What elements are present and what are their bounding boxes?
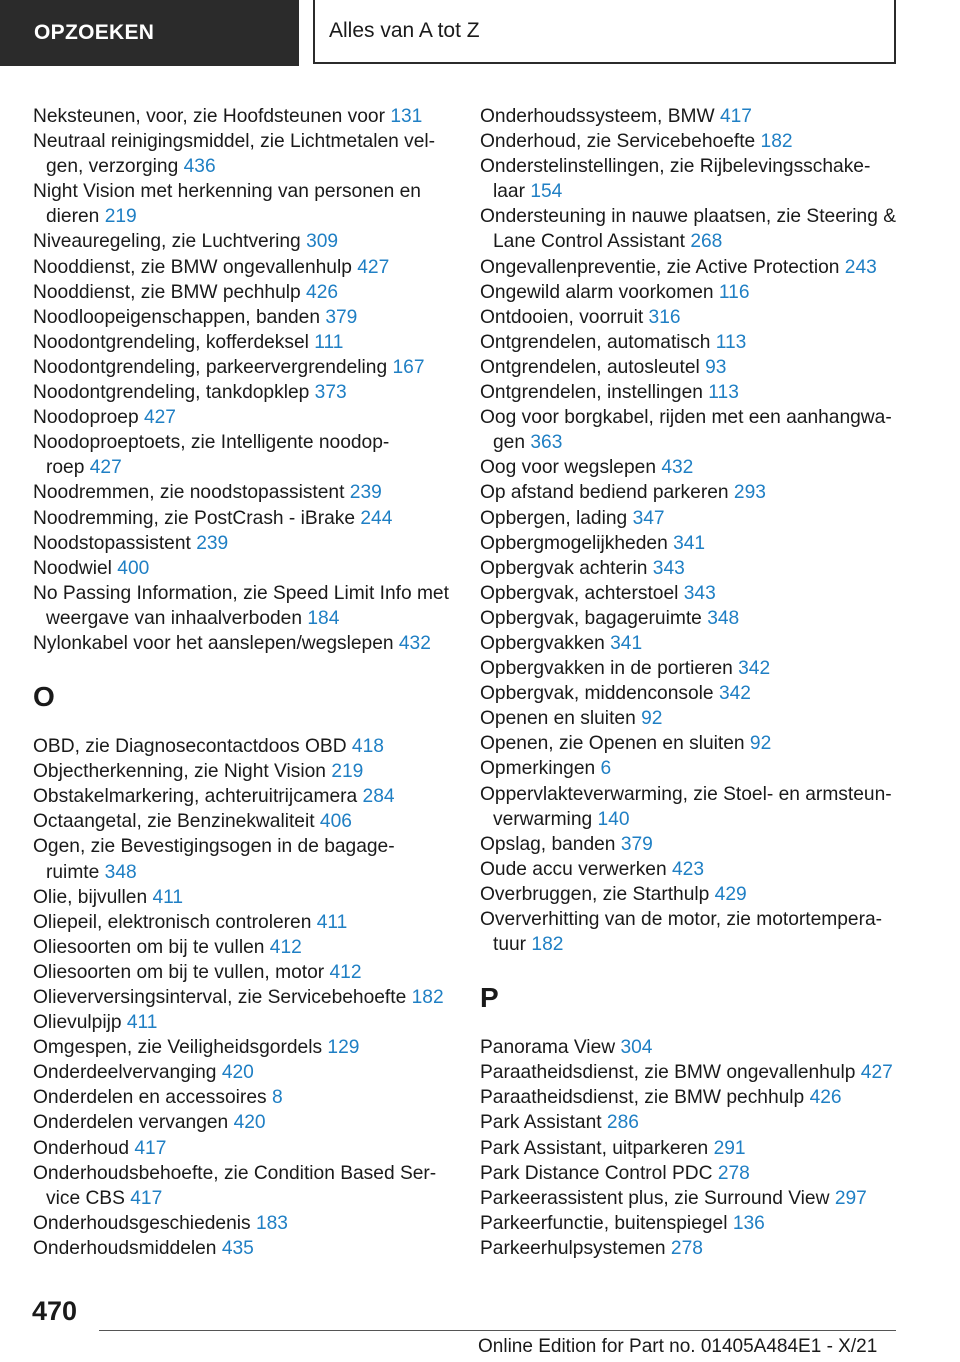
page-reference-link[interactable]: 363 <box>530 432 563 454</box>
index-entry-term: Octaangetal, zie Benzinekwaliteit <box>33 811 315 833</box>
index-entry-term: Opbergvak achterin <box>480 557 648 579</box>
index-entry <box>480 706 900 731</box>
index-entry <box>480 1060 900 1085</box>
index-entry-term: Openen en sluiten <box>480 708 636 730</box>
index-entry-term: Obstakelmarkering, achteruitrijcamera <box>33 786 358 808</box>
letter-heading: P <box>480 982 499 1014</box>
index-entry-term: Park Assistant <box>480 1112 602 1134</box>
page-reference-link[interactable]: 93 <box>705 356 727 378</box>
page-reference-link[interactable]: 435 <box>221 1237 254 1259</box>
page-reference-link[interactable]: 341 <box>673 532 706 554</box>
index-entry <box>33 935 473 960</box>
page-reference-link[interactable]: 182 <box>760 131 793 153</box>
index-entry-term: OBD, zie Diagnosecontactdoos OBD <box>33 736 347 758</box>
index-entry <box>33 430 473 480</box>
index-entry-term: No Passing Information, zie Speed Limit Info met weergave van inhaalverboden <box>33 582 449 629</box>
index-column-right <box>480 104 900 1261</box>
index-entry <box>480 857 900 882</box>
page-reference-link[interactable]: 8 <box>271 1087 283 1109</box>
index-entry <box>480 355 900 380</box>
index-entry-term: Noodremmen, zie noodstopassistent <box>33 482 345 504</box>
page-reference-link[interactable]: 432 <box>398 632 431 654</box>
page-reference-link[interactable]: 182 <box>531 934 564 956</box>
page-reference-link[interactable]: 219 <box>331 761 364 783</box>
page-reference-link[interactable]: 167 <box>392 356 425 378</box>
index-entry-term: Oppervlakteverwarming, zie Stoel- en armsteun‐ verwarming <box>480 783 892 830</box>
index-entry <box>33 734 473 759</box>
page-reference-link[interactable]: 239 <box>349 482 382 504</box>
page-reference-link[interactable]: 116 <box>718 281 750 303</box>
index-entry-term: Parkeerhulpsystemen <box>480 1237 666 1259</box>
index-entry <box>33 255 473 280</box>
index-entry-term: Opbergvakken <box>480 632 605 654</box>
page-reference-link[interactable]: 420 <box>221 1062 254 1084</box>
page-reference-link[interactable]: 316 <box>648 306 681 328</box>
index-entry <box>33 129 473 179</box>
index-entry-term: Oog voor wegslepen <box>480 457 656 479</box>
index-entry <box>480 280 900 305</box>
index-entry-term: Opbergmogelijkheden <box>480 532 668 554</box>
index-entry-term: Onderhoud <box>33 1137 130 1159</box>
index-entry <box>480 681 900 706</box>
index-entry-term: Oververhitting van de motor, zie motortempera‐ tuur <box>480 909 883 956</box>
index-entry <box>33 1211 473 1236</box>
index-entry <box>33 229 473 254</box>
index-entry <box>33 531 473 556</box>
index-entry <box>33 834 473 884</box>
page-reference-link[interactable]: 417 <box>130 1187 163 1209</box>
page-reference-link[interactable]: 426 <box>306 281 339 303</box>
page-reference-link[interactable]: 140 <box>597 808 630 830</box>
index-entry-term: Noodontgrendeling, parkeervergrendeling <box>33 356 388 378</box>
index-entry <box>33 104 473 129</box>
page-reference-link[interactable]: 297 <box>834 1187 867 1209</box>
index-entry-term: Paraatheidsdienst, zie BMW ongevallenhulp <box>480 1062 856 1084</box>
page-reference-link[interactable]: 92 <box>641 708 663 730</box>
index-entry-term: Onderdelen vervangen <box>33 1112 229 1134</box>
page-reference-link[interactable]: 400 <box>117 557 150 579</box>
index-entry <box>33 1085 473 1110</box>
page-reference-link[interactable]: 111 <box>314 331 344 353</box>
index-entry-term: Onderhoudsgeschiedenis <box>33 1212 251 1234</box>
index-entry <box>33 1236 473 1261</box>
page-reference-link[interactable]: 427 <box>89 457 122 479</box>
page-reference-link[interactable]: 183 <box>255 1212 288 1234</box>
page-reference-link[interactable]: 412 <box>329 961 362 983</box>
page-reference-link[interactable]: 278 <box>717 1162 750 1184</box>
index-entry <box>33 380 473 405</box>
page-reference-link[interactable]: 278 <box>670 1237 703 1259</box>
page-reference-link[interactable]: 243 <box>844 256 877 278</box>
index-entry-term: Parkeerassistent plus, zie Surround View <box>480 1187 830 1209</box>
page-reference-link[interactable]: 154 <box>530 181 563 203</box>
index-entry-term: Neutraal reinigingsmiddel, zie Lichtmetalen vel‐ gen, verzorging <box>33 131 436 178</box>
index-entry-term: Opmerkingen <box>480 758 596 780</box>
index-entry <box>33 985 473 1010</box>
page-reference-link[interactable]: 286 <box>606 1112 639 1134</box>
page-header <box>0 0 960 66</box>
page-reference-link[interactable]: 411 <box>126 1012 158 1034</box>
index-entry-term: Onderdelen en accessoires <box>33 1087 267 1109</box>
index-entry-term: Oog voor borgkabel, rijden met een aanhangwa‐ gen <box>480 407 892 454</box>
page-reference-link[interactable]: 423 <box>671 858 704 880</box>
index-entry <box>480 581 900 606</box>
index-entry <box>33 1161 473 1211</box>
index-entry <box>480 154 900 204</box>
index-entry-term: Opbergvak, achterstoel <box>480 582 679 604</box>
index-entry <box>33 179 473 229</box>
index-entry <box>480 104 900 129</box>
page-reference-link[interactable]: 417 <box>134 1137 167 1159</box>
index-entry <box>480 907 900 957</box>
index-entry-term: Nylonkabel voor het aanslepen/wegslepen <box>33 632 394 654</box>
index-entry-term: Opbergvak, middenconsole <box>480 683 714 705</box>
index-entry-term: Onderhoudsmiddelen <box>33 1237 217 1259</box>
page-reference-link[interactable]: 239 <box>196 532 229 554</box>
page-reference-link[interactable]: 347 <box>632 507 665 529</box>
page-reference-link[interactable]: 427 <box>143 407 176 429</box>
index-entry <box>480 480 900 505</box>
page-reference-link[interactable]: 348 <box>104 861 137 883</box>
page-reference-link[interactable]: 411 <box>152 886 184 908</box>
page-reference-link[interactable]: 436 <box>183 156 216 178</box>
page-reference-link[interactable]: 348 <box>707 607 740 629</box>
index-entry <box>33 784 473 809</box>
page-reference-link[interactable]: 418 <box>351 736 384 758</box>
page-reference-link[interactable]: 341 <box>610 632 643 654</box>
page-reference-link[interactable]: 182 <box>411 987 444 1008</box>
index-entry-term: Noodwiel <box>33 557 112 579</box>
page-reference-link[interactable]: 406 <box>319 811 352 833</box>
index-entry <box>480 1211 900 1236</box>
index-entry-term: Nooddienst, zie BMW pechhulp <box>33 281 301 303</box>
index-entry <box>480 204 900 254</box>
page-reference-link[interactable]: 129 <box>327 1037 360 1059</box>
page-reference-link[interactable]: 268 <box>690 231 723 253</box>
page-reference-link[interactable]: 432 <box>661 457 694 479</box>
page-reference-link[interactable]: 6 <box>600 758 612 780</box>
index-entry <box>480 531 900 556</box>
index-entry-term: Ogen, zie Bevestigingsogen in de bagage‐ ruimte <box>33 836 395 883</box>
index-entry-term: Ontgrendelen, instellingen <box>480 382 703 404</box>
index-entry <box>480 731 900 756</box>
index-entry <box>480 1085 900 1110</box>
index-entry-term: Ondersteuning in nauwe plaatsen, zie Steering & Lane Control Assistant <box>480 206 896 253</box>
index-entry <box>33 581 473 631</box>
page-reference-link[interactable]: 309 <box>306 231 339 253</box>
index-entry <box>480 305 900 330</box>
index-entry-term: Onderhoudsbehoefte, zie Condition Based Ser‐ vice CBS <box>33 1162 437 1209</box>
index-entry-term: Noodoproeptoets, zie Intelligente noodop‐ roep <box>33 432 390 479</box>
index-entry <box>480 255 900 280</box>
index-entry-term: Onderhoud, zie Servicebehoefte <box>480 131 756 153</box>
index-entry-term: Panorama View <box>480 1037 616 1059</box>
index-entry-term: Objectherkenning, zie Night Vision <box>33 761 326 783</box>
index-entry-term: Opslag, banden <box>480 833 616 855</box>
index-entry-term: Overbruggen, zie Starthulp <box>480 883 710 905</box>
index-entry-term: Opbergen, lading <box>480 507 628 529</box>
page-reference-link[interactable]: 426 <box>809 1087 842 1109</box>
index-entry-term: Oliepeil, elektronisch controleren <box>33 911 312 933</box>
section-title: Alles van A tot Z <box>313 0 896 64</box>
index-entry <box>480 1035 900 1060</box>
index-entry <box>480 782 900 832</box>
index-entry-term: Olievulpijp <box>33 1012 122 1034</box>
page-reference-link[interactable]: 343 <box>683 582 716 604</box>
page-reference-link[interactable]: 379 <box>325 306 358 328</box>
page-reference-link[interactable]: 92 <box>749 733 772 755</box>
index-entry-term: Parkeerfunctie, buitenspiegel <box>480 1212 728 1234</box>
index-entry <box>33 405 473 430</box>
index-entry <box>33 1060 473 1085</box>
page-reference-link[interactable]: 244 <box>360 507 393 529</box>
index-column-left <box>33 104 473 1261</box>
index-entry-term: Onderhoudssysteem, BMW <box>480 106 715 127</box>
page-reference-link[interactable]: 429 <box>714 883 747 905</box>
index-entry-term: Ongewild alarm voorkomen <box>480 281 714 303</box>
index-entry <box>33 330 473 355</box>
index-entry <box>33 280 473 305</box>
page-reference-link[interactable]: 427 <box>860 1062 893 1084</box>
index-entry <box>480 556 900 581</box>
index-entry-term: Onderdeelvervanging <box>33 1062 217 1084</box>
index-entry-term: Nooddienst, zie BMW ongevallenhulp <box>33 256 352 278</box>
page-reference-link[interactable]: 342 <box>718 683 751 705</box>
page-reference-link[interactable]: 373 <box>314 382 347 404</box>
index-entry <box>33 506 473 531</box>
index-entry-term: Opbergvak, bagageruimte <box>480 607 702 629</box>
index-entry-term: Oliesoorten om bij te vullen, motor <box>33 961 325 983</box>
index-entry <box>33 556 473 581</box>
index-entry <box>480 882 900 907</box>
index-entry <box>480 606 900 631</box>
index-entry <box>480 1136 900 1161</box>
index-entry-term: Ontdooien, voorruit <box>480 306 644 328</box>
index-entry <box>480 656 900 681</box>
index-entry <box>33 759 473 784</box>
index-entry <box>33 910 473 935</box>
index-entry-term: Ongevallenpreventie, zie Active Protection <box>480 256 840 278</box>
index-entry-term: Noodremming, zie PostCrash - iBrake <box>33 507 356 529</box>
page-reference-link[interactable]: 136 <box>732 1212 765 1234</box>
index-entry <box>33 355 473 380</box>
page-reference-link[interactable]: 411 <box>316 911 348 933</box>
index-entry-term: Noodstopassistent <box>33 532 191 554</box>
page-reference-link[interactable]: 113 <box>708 382 739 404</box>
index-entry <box>480 380 900 405</box>
page-reference-link[interactable]: 417 <box>719 106 752 127</box>
index-entry-term: Noodloopeigenschappen, banden <box>33 306 320 328</box>
index-entry <box>480 455 900 480</box>
index-entry-term: Night Vision met herkenning van personen en dieren <box>33 181 421 228</box>
index-entry-term: Noodoproep <box>33 407 139 429</box>
index-entry <box>33 1110 473 1135</box>
page-reference-link[interactable]: 343 <box>652 557 685 579</box>
index-entry <box>480 1161 900 1186</box>
page-reference-link[interactable]: 420 <box>233 1112 266 1134</box>
letter-heading: O <box>33 681 55 713</box>
index-entry <box>480 832 900 857</box>
edition-note: Online Edition for Part no. 01405A484E1 - X/21 <box>478 1336 878 1357</box>
index-entry <box>33 1010 473 1035</box>
index-entry-term: Niveauregeling, zie Luchtvering <box>33 231 301 253</box>
page-reference-link[interactable]: 304 <box>620 1037 653 1059</box>
page-reference-link[interactable]: 284 <box>362 786 395 808</box>
index-entry-term: Noodontgrendeling, kofferdeksel <box>33 331 309 353</box>
index-entry <box>480 1186 900 1211</box>
page-number: 470 <box>32 1296 78 1326</box>
page-reference-link[interactable]: 412 <box>269 936 302 958</box>
index-entry-term: Park Assistant, uitparkeren <box>480 1137 709 1159</box>
index-entry-term: Olie, bijvullen <box>33 886 148 908</box>
page-reference-link[interactable]: 291 <box>713 1137 746 1159</box>
index-entry-term: Opbergvakken in de portieren <box>480 658 733 680</box>
index-entry-term: Paraatheidsdienst, zie BMW pechhulp <box>480 1087 805 1109</box>
section-tab[interactable]: OPZOEKEN <box>0 0 299 66</box>
index-entry <box>33 631 473 656</box>
page-reference-link[interactable]: 379 <box>620 833 653 855</box>
index-entry-term: Ontgrendelen, automatisch <box>480 331 711 353</box>
index-entry <box>480 506 900 531</box>
index-entry-term: Omgespen, zie Veiligheidsgordels <box>33 1037 323 1059</box>
index-entry <box>480 330 900 355</box>
index-entry-term: Ontgrendelen, autosleutel <box>480 356 700 378</box>
index-entry-term: Park Distance Control PDC <box>480 1162 713 1184</box>
index-entry <box>33 960 473 985</box>
index-entry <box>33 1035 473 1060</box>
index-entry <box>33 1136 473 1161</box>
page-reference-link[interactable]: 427 <box>357 256 390 278</box>
footer-divider <box>99 1330 896 1331</box>
index-entry <box>480 129 900 154</box>
index-entry <box>480 1110 900 1135</box>
index-entry-term: Neksteunen, voor, zie Hoofdsteunen voor <box>33 106 385 127</box>
page-reference-link[interactable]: 113 <box>715 331 747 353</box>
index-entry <box>480 756 900 781</box>
page-reference-link[interactable]: 219 <box>104 206 137 228</box>
index-entry <box>480 405 900 455</box>
index-entry-term: Openen, zie Openen en sluiten <box>480 733 745 755</box>
index-entry <box>480 1236 900 1261</box>
index-entry-term: Noodontgrendeling, tankdopklep <box>33 382 310 404</box>
index-entry <box>33 885 473 910</box>
index-entry-term: Oude accu verwerken <box>480 858 667 880</box>
page-reference-link[interactable]: 131 <box>390 106 423 127</box>
page-reference-link[interactable]: 293 <box>733 482 766 504</box>
index-entry-term: Oliesoorten om bij te vullen <box>33 936 265 958</box>
index-entry <box>33 480 473 505</box>
page-reference-link[interactable]: 342 <box>738 658 771 680</box>
page-reference-link[interactable]: 184 <box>307 607 340 629</box>
index-entry-term: Olieverversingsinterval, zie Servicebehoefte <box>33 987 407 1008</box>
index-entry <box>33 809 473 834</box>
index-entry <box>480 631 900 656</box>
index-entry-term: Op afstand bediend parkeren <box>480 482 729 504</box>
index-entry-term: Onderstelinstellingen, zie Rijbelevingsschake‐ laar <box>480 156 871 203</box>
index-entry <box>33 305 473 330</box>
